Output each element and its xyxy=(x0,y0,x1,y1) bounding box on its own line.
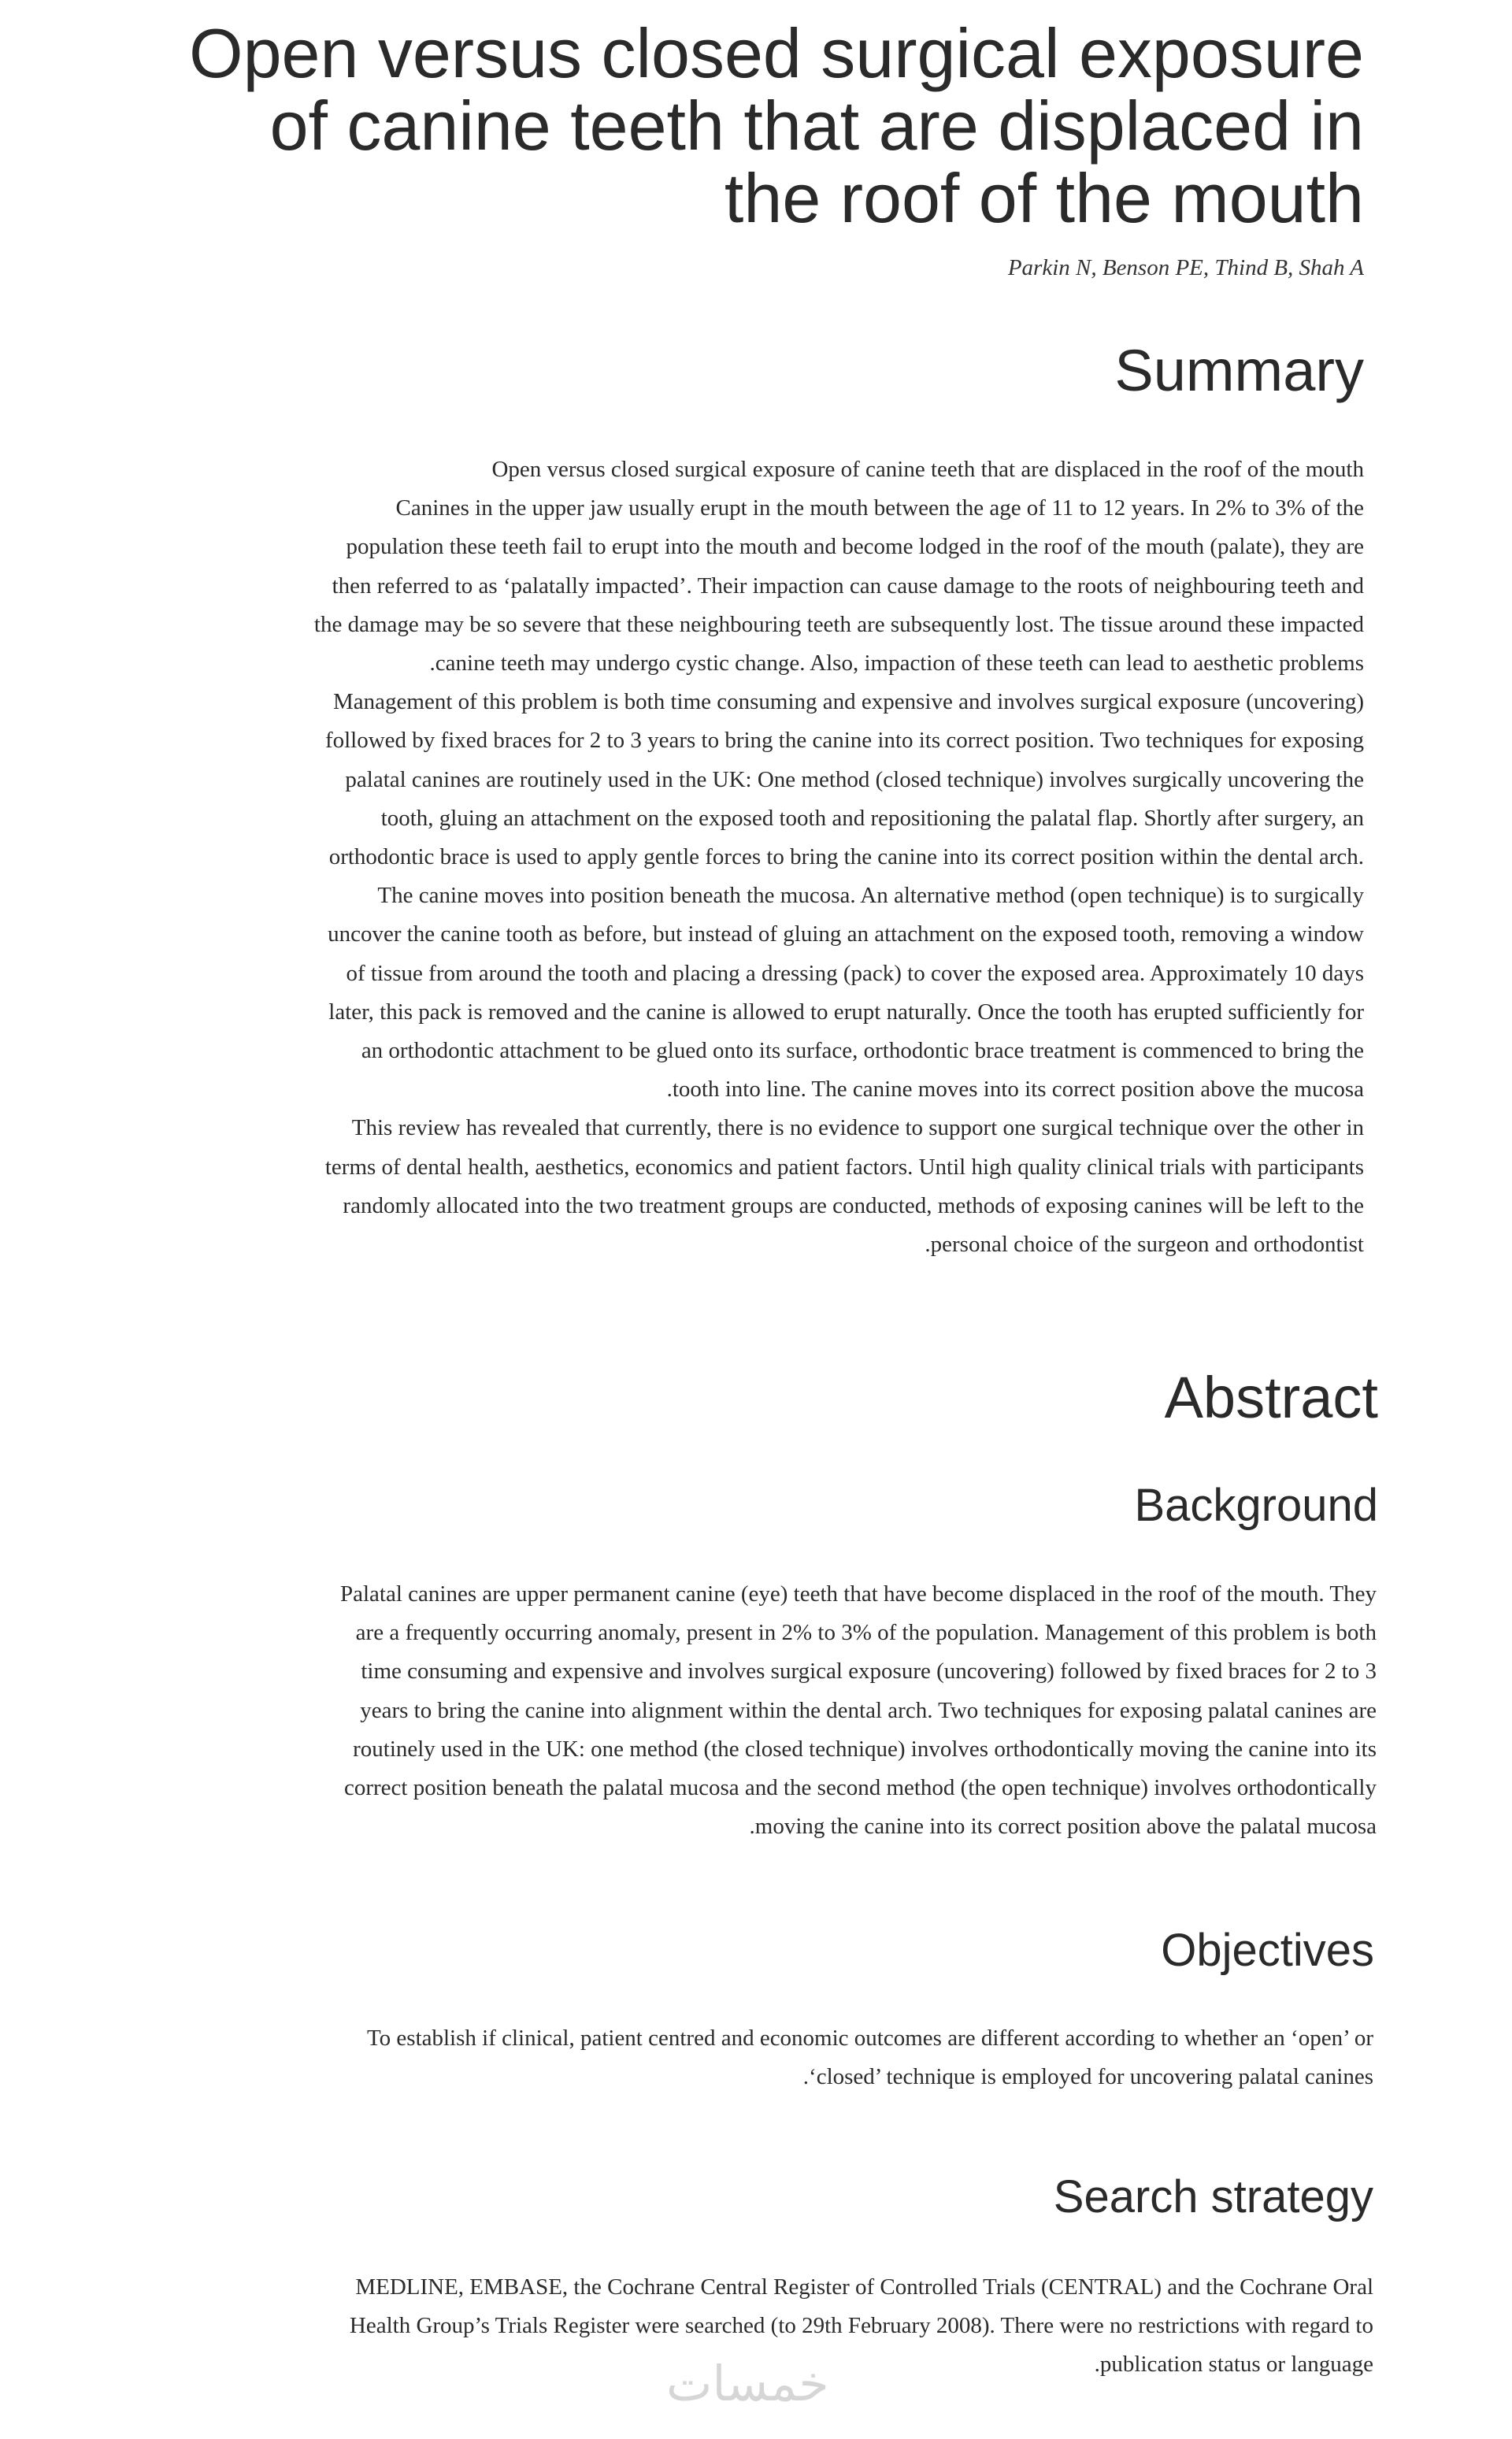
objectives-heading: Objectives xyxy=(1161,1925,1374,1976)
summary-line: the damage may be so severe that these neighbouring teeth are subsequently lost. The tissue around these impacted xyxy=(313,611,1364,637)
summary-line: orthodontic brace is used to apply gentle forces to bring the canine into its correct position within the dental arch. xyxy=(328,844,1364,870)
background-text xyxy=(22,1575,1377,1846)
objectives-line: To establish if clinical, patient centred and economic outcomes are different according to whether an ‘open’ or xyxy=(366,2026,1373,2051)
title-line: Open versus closed surgical exposure xyxy=(189,14,1364,92)
summary-line: randomly allocated into the two treatment groups are conducted, methods of exposing canines will be left to the xyxy=(343,1192,1364,1218)
background-line: routinely used in the UK: one method (the closed technique) involves orthodontically moving the canine into its xyxy=(353,1736,1377,1762)
background-line: time consuming and expensive and involves surgical exposure (uncovering) followed by fixed braces for 2 to 3 xyxy=(361,1659,1377,1685)
authors-line: Parkin N, Benson PE, Thind B, Shah A xyxy=(1007,255,1364,280)
summary-line: The canine moves into position beneath the mucosa. An alternative method (open technique) is to surgically xyxy=(377,883,1364,909)
summary-line: of tissue from around the tooth and placing a dressing (pack) to cover the exposed area. Approximately 10 days xyxy=(346,960,1364,986)
background-line: correct position beneath the palatal mucosa and the second method (the open technique) involves orthodontically xyxy=(343,1775,1377,1801)
summary-line: .tooth into line. The canine moves into its correct position above the mucosa xyxy=(666,1077,1364,1103)
summary-line: .personal choice of the surgeon and orthodontist xyxy=(925,1232,1364,1258)
title-line: the roof of the mouth xyxy=(724,159,1364,237)
summary-line: tooth, gluing an attachment on the exposed tooth and repositioning the palatal flap. Shortly after surgery, an xyxy=(380,805,1364,831)
title-line: of canine teeth that are displaced in xyxy=(269,87,1364,165)
search-strategy-heading: Search strategy xyxy=(1053,2171,1373,2222)
background-line: Palatal canines are upper permanent canine (eye) teeth that have become displaced in the roof of the mouth. They xyxy=(339,1581,1377,1607)
background-line: years to bring the canine into alignment within the dental arch. Two techniques for exposing palatal canines are xyxy=(360,1697,1377,1723)
summary-line: This review has revealed that currently, there is no evidence to support one surgical technique over the other in xyxy=(351,1115,1364,1141)
background-line: .moving the canine into its correct position above the palatal mucosa xyxy=(749,1814,1377,1840)
background-heading: Background xyxy=(1134,1480,1378,1531)
document-title xyxy=(25,14,1364,237)
search-strategy-line: .publication status or language xyxy=(1094,2352,1373,2378)
objectives-line: .‘closed’ technique is employed for uncovering palatal canines xyxy=(802,2064,1373,2090)
search-strategy-line: MEDLINE, EMBASE, the Cochrane Central Register of Controlled Trials (CENTRAL) and the Cochrane Oral xyxy=(355,2274,1373,2300)
background-line: are a frequently occurring anomaly, present in 2% to 3% of the population. Management of this problem is both xyxy=(355,1620,1377,1646)
summary-line: palatal canines are routinely used in the UK: One method (closed technique) involves surgically uncovering the xyxy=(345,766,1364,792)
summary-text xyxy=(25,450,1364,1264)
summary-line: uncover the canine tooth as before, but instead of gluing an attachment on the exposed tooth, removing a window xyxy=(328,921,1364,947)
abstract-heading: Abstract xyxy=(1164,1365,1378,1430)
summary-line: later, this pack is removed and the canine is allowed to erupt naturally. Once the tooth has erupted sufficiently for xyxy=(328,999,1364,1025)
summary-line: an orthodontic attachment to be glued onto its surface, orthodontic brace treatment is commenced to bring the xyxy=(361,1038,1364,1064)
search-strategy-line: Health Group’s Trials Register were searched (to 29th February 2008). There were no restrictions with regard to xyxy=(349,2313,1373,2339)
summary-line: then referred to as ‘palatally impacted’. Their impaction can cause damage to the roots of neighbouring teeth and xyxy=(332,573,1364,599)
summary-line: .canine teeth may undergo cystic change. Also, impaction of these teeth can lead to aesthetic problems xyxy=(429,651,1364,676)
objectives-text xyxy=(19,2019,1373,2096)
summary-heading: Summary xyxy=(1114,338,1364,403)
watermark-logo: خمسات xyxy=(666,2355,829,2412)
summary-line: terms of dental health, aesthetics, economics and patient factors. Until high quality clinical trials with participants xyxy=(324,1154,1364,1180)
summary-line: Open versus closed surgical exposure of canine teeth that are displaced in the roof of the mouth xyxy=(491,457,1364,482)
summary-line: Canines in the upper jaw usually erupt in the mouth between the age of 11 to 12 years. In 2% to 3% of the xyxy=(395,495,1364,521)
summary-line: Management of this problem is both time consuming and expensive and involves surgical exposure (uncovering) xyxy=(332,689,1364,715)
summary-line: population these teeth fail to erupt into the mouth and become lodged in the roof of the mouth (palate), they are xyxy=(346,534,1364,560)
summary-line: followed by fixed braces for 2 to 3 years to bring the canine into its correct position. Two techniques for exposing xyxy=(324,728,1364,754)
